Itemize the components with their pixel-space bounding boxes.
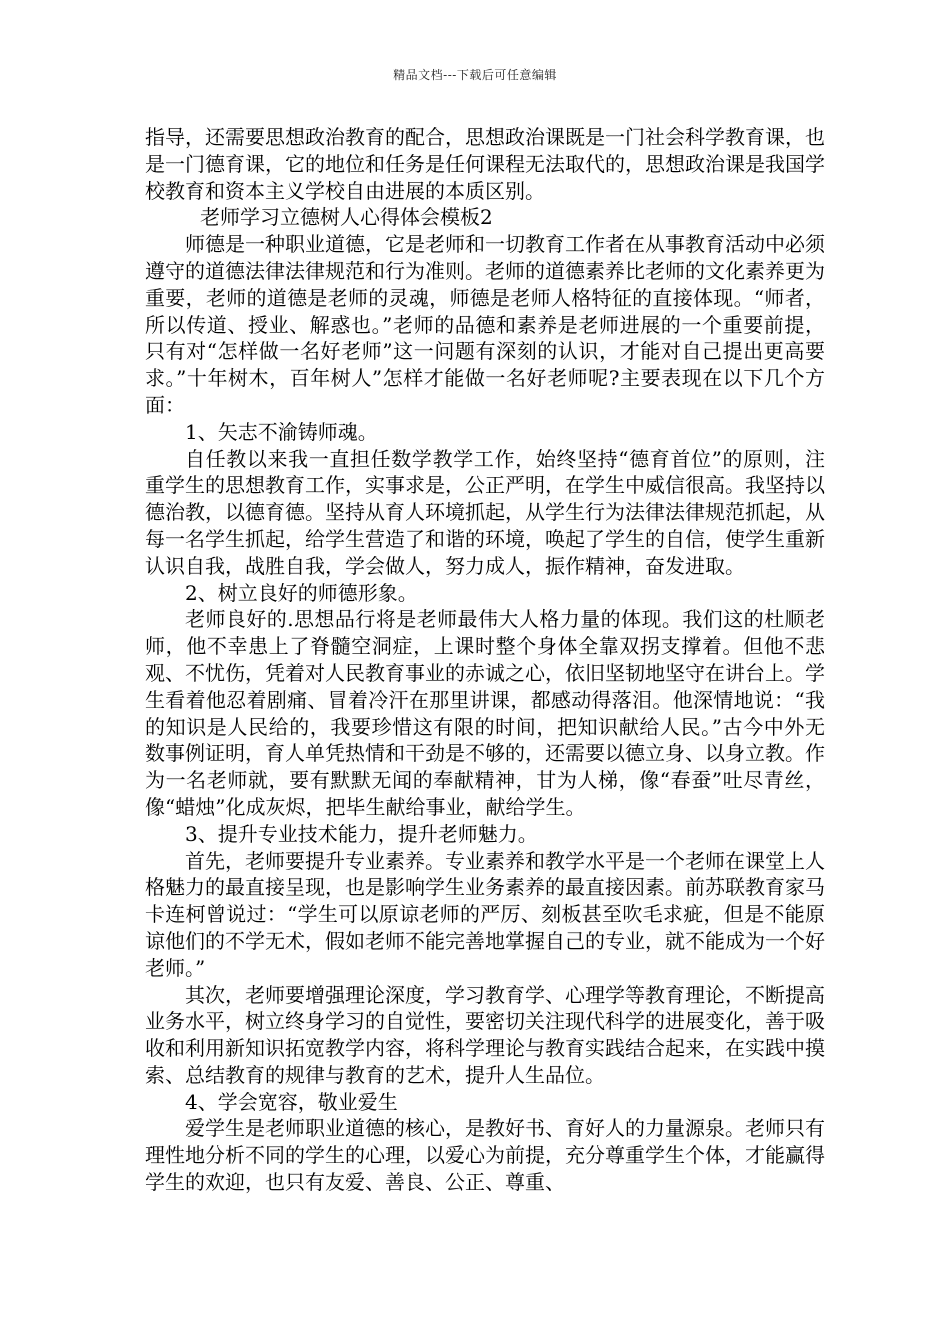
- paragraph: 老师良好的.思想品行将是老师最伟大人格力量的体现。我们这的杜顺老师，他不幸患上了脊髓空洞症，上课时整个身体全靠双拐支撑着。但他不悲观、不忧伤，凭着对人民教育事业的赤诚之心，依旧坚韧地坚守在讲台上。学生看着他忍着剧痛、冒着冷汗在那里讲课，都感动得落泪。他深情地说：“我的知识是人民给的，我要珍惜这有限的时间，把知识献给人民。”古今中外无数事例证明，育人单凭热情和干劲是不够的，还需要以德立身、以身立教。作为一名老师就，要有默默无闻的奉献精神，甘为人梯，像“春蚕”吐尽青丝，像“蜡烛”化成灰烬，把毕生献给事业，献给学生。: [145, 607, 825, 819]
- paragraph: 首先，老师要提升专业素养。专业素养和教学水平是一个老师在课堂上人格魅力的最直接呈现，也是影响学生业务素养的最直接因素。前苏联教育家马卡连柯曾说过：“学生可以原谅老师的严厉、刻板甚至吹毛求疵，但是不能原谅他们的不学无术，假如老师不能完善地掌握自己的专业，就不能成为一个好老师。”: [145, 848, 825, 980]
- list-heading: 1、矢志不渝铸师魂。: [185, 419, 378, 444]
- section-title: 老师学习立德树人心得体会模板2: [200, 205, 493, 230]
- list-heading: 3、提升专业技术能力，提升老师魅力。: [185, 821, 538, 846]
- paragraph: 爱学生是老师职业道德的核心，是教好书、育好人的力量源泉。老师只有理性地分析不同的学生的心理，以爱心为前提，充分尊重学生个体，才能赢得学生的欢迎，也只有友爱、善良、公正、尊重、: [145, 1116, 825, 1195]
- list-heading: 2、树立良好的师德形象。: [185, 580, 418, 605]
- list-heading: 4、学会宽容，敬业爱生: [185, 1089, 398, 1114]
- paragraph: 指导，还需要思想政治教育的配合，思想政治课既是一门社会科学教育课，也是一门德育课，它的地位和任务是任何课程无法取代的，思想政治课是我国学校教育和资本主义学校自由进展的本质区别。: [145, 125, 825, 203]
- document-body: [145, 124, 825, 1196]
- paragraph: 其次，老师要增强理论深度，学习教育学、心理学等教育理论，不断提高业务水平，树立终身学习的自觉性，要密切关注现代科学的进展变化，善于吸收和利用新知识拓宽教学内容，将科学理论与教育实践结合起来，在实践中摸索、总结教育的规律与教育的艺术，提升人生品位。: [145, 982, 825, 1087]
- paragraph: 自任教以来我一直担任数学教学工作，始终坚持“德育首位”的原则，注重学生的思想教育工作，实事求是，公正严明，在学生中威信很高。我坚持以德治教，以德育德。坚持从育人环境抓起，从学生行为法律法律规范抓起，从每一名学生抓起，给学生营造了和谐的环境，唤起了学生的自信，使学生重新认识自我，战胜自我，学会做人，努力成人，振作精神，奋发进取。: [145, 446, 825, 578]
- page-header: 精品文档---下载后可任意编辑: [393, 68, 557, 82]
- paragraph: 师德是一种职业道德，它是老师和一切教育工作者在从事教育活动中必须遵守的道德法律法律规范和行为准则。老师的道德素养比老师的文化素养更为重要，老师的道德是老师的灵魂，师德是老师人格特征的直接体现。“师者，所以传道、授业、解惑也。”老师的品德和素养是老师进展的一个重要前提，只有对“怎样做一名好老师”这一问题有深刻的认识，才能对自己提出更高要求。”十年树木，百年树人”怎样才能做一名好老师呢?主要表现在以下几个方面：: [145, 232, 825, 417]
